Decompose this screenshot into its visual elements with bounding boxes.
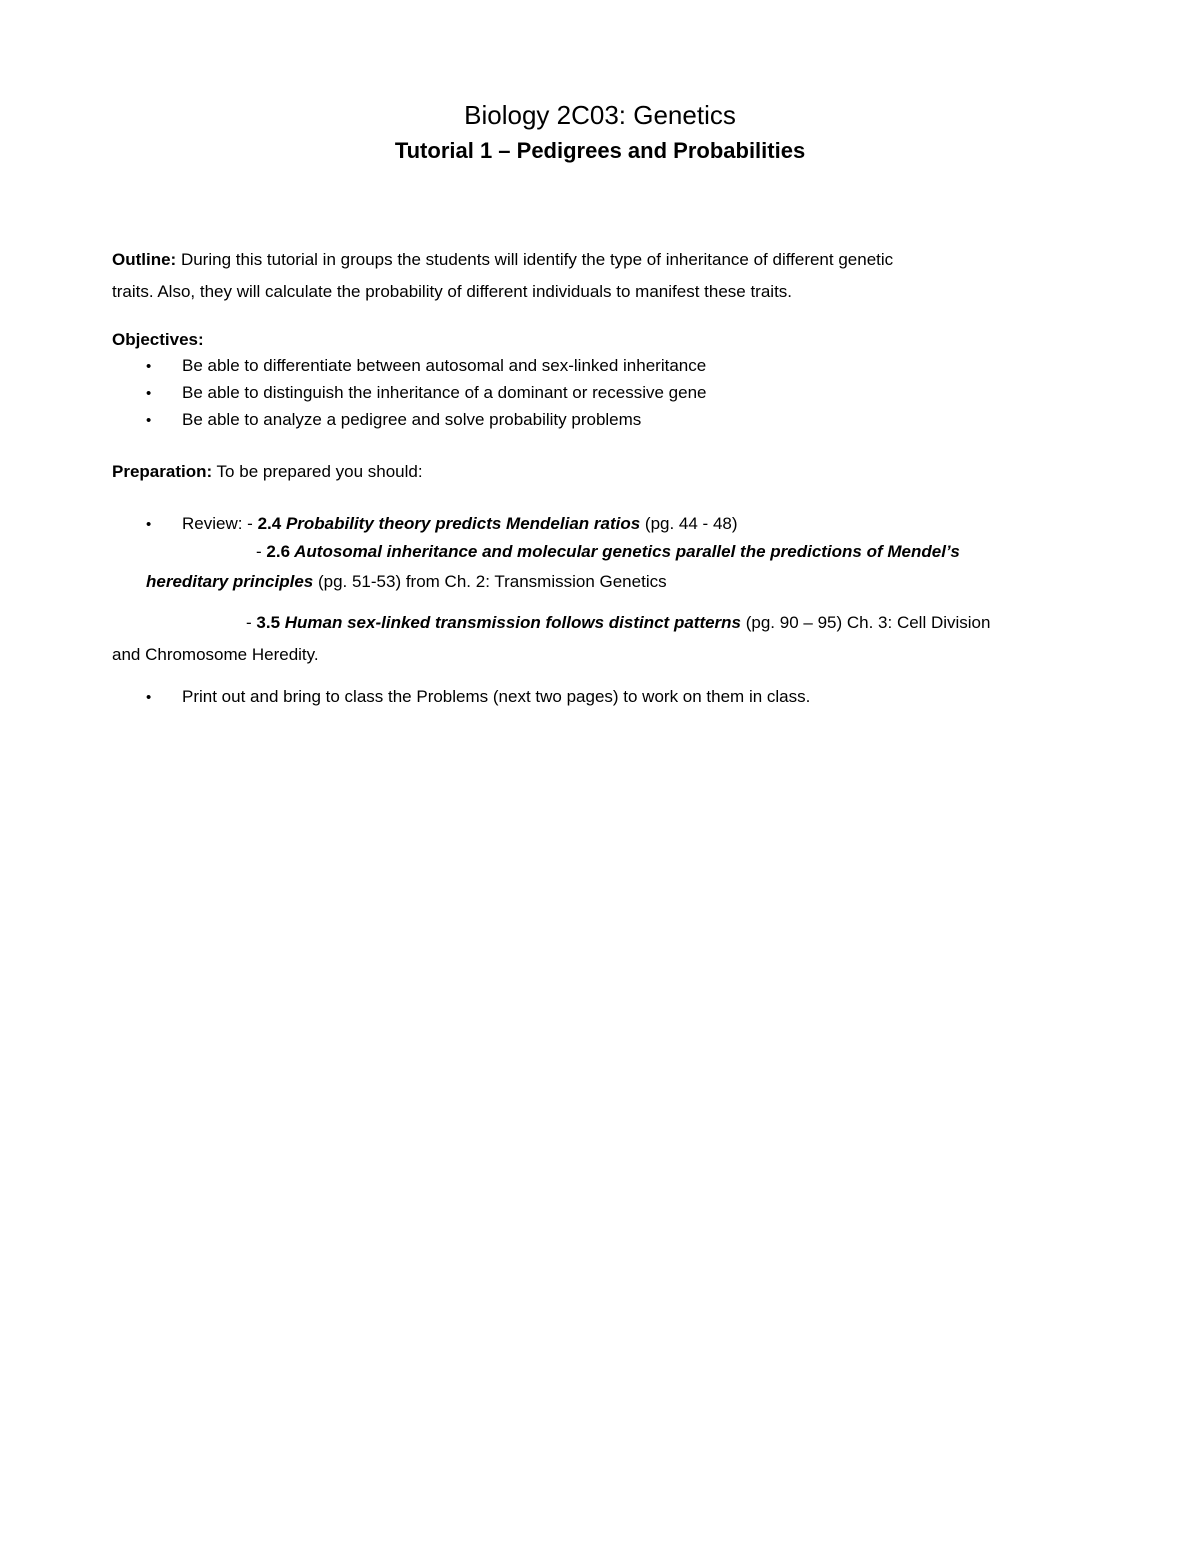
bullet-icon: • [146,516,152,533]
objective-item: • Be able to differentiate between autosomal and sex-linked inheritance [146,352,706,381]
objectives-label: Objectives: [112,330,204,349]
outline-label: Outline: [112,250,177,269]
review-item: • Review: - 2.4 Probability theory predicts Mendelian ratios (pg. 44 - 48) [146,510,738,539]
print-item: • Print out and bring to class the Problems (next two pages) to work on them in class. [146,683,810,712]
document-title: Biology 2C03: Genetics [464,100,736,130]
preparation-intro: To be prepared you should: [212,462,423,481]
review-line-2b: hereditary principles (pg. 51-53) from Ch. 2: Transmission Genetics [146,572,667,591]
bullet-icon: • [146,412,152,429]
bullet-icon: • [146,385,152,402]
review-line-3: - 3.5 Human sex-linked transmission follows distinct patterns (pg. 90 – 95) Ch. 3: Cell Division [246,613,991,632]
objective-item: • Be able to distinguish the inheritance of a dominant or recessive gene [146,379,707,408]
bullet-icon: • [146,689,152,706]
review-line-3b: and Chromosome Heredity. [112,645,319,664]
review-line-2: - 2.6 Autosomal inheritance and molecular genetics parallel the predictions of Mendel’s [256,542,960,561]
bullet-icon: • [146,358,152,375]
objective-item: • Be able to analyze a pedigree and solve probability problems [146,406,641,435]
preparation-label: Preparation: [112,462,213,481]
preparation-line [112,456,1082,488]
document-subtitle: Tutorial 1 – Pedigrees and Probabilities [394,138,806,163]
outline-text-1: During this tutorial in groups the students will identify the type of inheritance of different genetic [176,250,894,269]
outline-line-1 [112,244,1082,276]
outline-line-2: traits. Also, they will calculate the probability of different individuals to manifest these traits. [112,282,793,301]
